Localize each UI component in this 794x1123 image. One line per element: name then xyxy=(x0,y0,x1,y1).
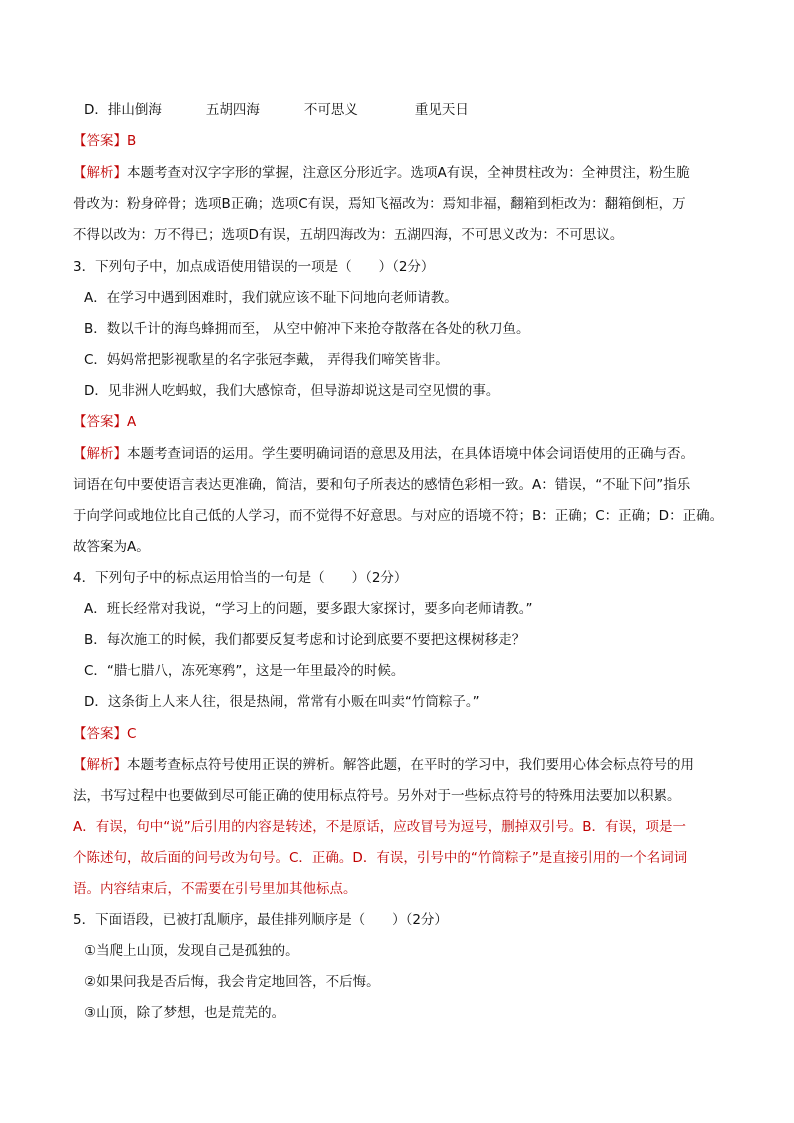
answer-tag: 【答案】 xyxy=(73,133,127,149)
option-word: 排山倒海 xyxy=(107,102,162,118)
q4-analysis-line: 语。内容结束后，不需要在引号里加其他标点。 xyxy=(73,881,357,897)
q4-option: A．班长经常对我说，“学习上的问题，要多跟大家探讨，要多向老师请教。” xyxy=(84,601,533,617)
q3-analysis-line xyxy=(73,444,694,464)
q5-item: ②如果问我是否后悔，我会肯定地回答，不后悔。 xyxy=(84,974,380,990)
q3-answer xyxy=(73,412,136,432)
q3-option: B．数以千计的海鸟蜂拥而至， 从空中俯冲下来抢夺散落在各处的秋刀鱼。 xyxy=(84,321,530,337)
analysis-text: 本题考查对汉字字形的掌握，注意区分形近字。选项A有误，全神贯柱改为：全神贯注，粉生脆 xyxy=(127,165,690,181)
q2-option-d xyxy=(84,100,469,120)
analysis-text: 本题考查标点符号使用正误的辨析。解答此题，在平时的学习中，我们要用心体会标点符号的用 xyxy=(127,757,694,773)
q3-option: A．在学习中遇到困难时，我们就应该不耻下问地向老师请教。 xyxy=(84,290,458,306)
analysis-tag: 【解析】 xyxy=(73,446,127,462)
option-word: 不可思义 xyxy=(303,102,358,118)
analysis-tag: 【解析】 xyxy=(73,757,127,773)
q2-analysis-line: 不得以改为：万不得已；选项D有误，五胡四海改为：五湖四海，不可思义改为：不可思议。 xyxy=(73,227,624,243)
q3-option: D．见非洲人吃蚂蚁，我们大感惊奇，但导游却说这是司空见惯的事。 xyxy=(84,383,500,399)
answer-tag: 【答案】 xyxy=(73,414,127,430)
q4-option: D．这条街上人来人往，很是热闹，常常有小贩在叫卖“竹筒粽子。” xyxy=(84,694,480,710)
q3-option: C．妈妈常把影视歌星的名字张冠李戴， 弄得我们啼笑皆非。 xyxy=(84,352,449,368)
q3-analysis-line: 词语在句中要使语言表达更准确，简洁，要和句子所表达的感情色彩相一致。A：错误，“不耻下问”指乐 xyxy=(73,477,691,493)
option-word: 五胡四海 xyxy=(205,102,260,118)
q4-option: C．“腊七腊八，冻死寒鸦”，这是一年里最冷的时候。 xyxy=(84,663,405,679)
q3-analysis-line: 于向学问或地位比自己低的人学习，而不觉得不好意思。与对应的语境不符；B：正确；C：正确；D：正确。 xyxy=(73,508,724,524)
analysis-tag: 【解析】 xyxy=(73,165,127,181)
q5-question: 5．下面语段，已被打乱顺序，最佳排列顺序是（ ）（2分） xyxy=(73,912,448,928)
option-prefix: D． xyxy=(84,102,108,118)
q5-item: ①当爬上山顶，发现自己是孤独的。 xyxy=(84,943,299,959)
q3-question: 3．下列句子中，加点成语使用错误的一项是（ ）（2分） xyxy=(73,259,435,275)
q5-item: ③山顶，除了梦想，也是荒芜的。 xyxy=(84,1005,286,1021)
option-word: 重见天日 xyxy=(414,102,469,118)
answer-tag: 【答案】 xyxy=(73,726,127,742)
q2-analysis-line xyxy=(73,163,690,183)
answer-value: B xyxy=(127,133,137,149)
q4-question: 4．下列句子中的标点运用恰当的一句是（ ）（2分） xyxy=(73,570,408,586)
answer-value: A xyxy=(127,414,137,430)
q4-analysis-line: 法，书写过程中也要做到尽可能正确的使用标点符号。另外对于一些标点符号的特殊用法要加以积累。 xyxy=(73,788,681,804)
answer-value: C xyxy=(127,726,137,742)
q4-analysis-line xyxy=(73,755,694,775)
q4-analysis-line: A．有误，句中“说”后引用的内容是转述，不是原话，应改冒号为逗号，删掉双引号。B．有误，项是一 xyxy=(73,819,686,835)
q2-analysis-line: 骨改为：粉身碎骨；选项B正确；选项C有误，焉知飞福改为：焉知非福，翻箱到柜改为：翻箱倒柜，万 xyxy=(73,196,686,212)
q4-answer xyxy=(73,724,136,744)
analysis-text: 本题考查词语的运用。学生要明确词语的意思及用法，在具体语境中体会词语使用的正确与否。 xyxy=(127,446,694,462)
q3-analysis-line: 故答案为A。 xyxy=(73,539,150,555)
q4-analysis-line: 个陈述句，故后面的问号改为句号。C．正确。D．有误，引号中的“竹筒粽子”是直接引用的一个名词词 xyxy=(73,850,688,866)
q4-option: B．每次施工的时候，我们都要反复考虑和讨论到底要不要把这棵树移走？ xyxy=(84,632,526,648)
q2-answer xyxy=(73,131,136,151)
